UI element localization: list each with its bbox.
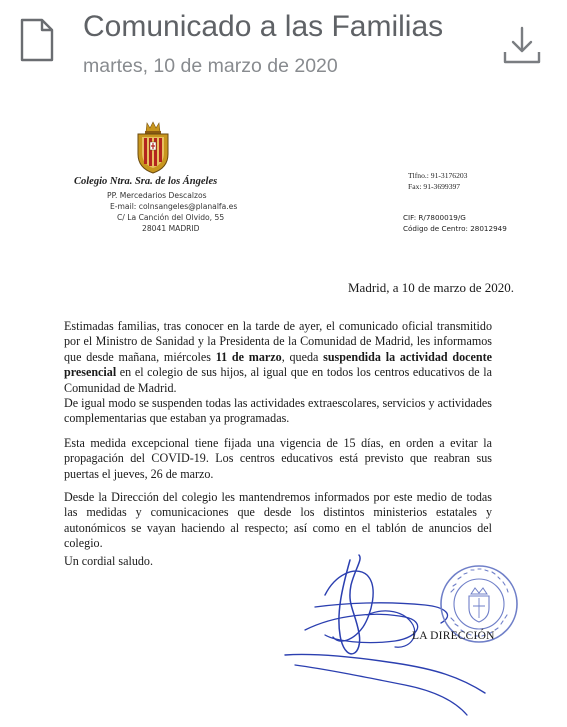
download-icon[interactable] <box>500 22 544 66</box>
school-street: C/ La Canción del Olvido, 55 <box>117 213 225 222</box>
school-name: Colegio Ntra. Sra. de los Ángeles <box>74 176 218 187</box>
school-email: E-mail: colnsangeles@planalfa.es <box>110 202 238 211</box>
signature-label: LA DIRECCIÓN <box>412 630 495 642</box>
school-phone: Tlfno.: 91-3176203 <box>408 171 468 180</box>
highlight-date: 11 de marzo <box>215 349 282 364</box>
paragraph-3: Esta medida excepcional tiene fijada una vigencia de 15 días, en orden a evitar la propagación del COVID-19. Los centros educativos está previsto que reabran sus puertas el jueves, 26 de marzo. <box>64 436 492 481</box>
document-title: Comunicado a las Familias <box>83 10 444 43</box>
paragraph-2: De igual modo se suspenden todas las actividades extraescolares, servicios y actividades complementarias que estaban ya programadas. <box>64 396 492 426</box>
app-header <box>0 0 567 95</box>
school-city: 28041 MADRID <box>142 224 200 233</box>
school-fax: Fax: 91-3699397 <box>408 182 461 191</box>
paragraph-4: Desde la Dirección del colegio les mantendremos informados por este medio de todas las medidas y comunicaciones que desde los distintos ministerios estatales y autonómicos se vayan haciendo al respecto; así como en el tablón de anuncios del colegio. <box>64 490 492 551</box>
school-center-code: Código de Centro: 28012949 <box>403 224 507 233</box>
crest-icon <box>133 120 173 174</box>
document-icon <box>20 18 54 62</box>
highlight-suspension: suspendida la actividad docente presencial <box>64 349 492 380</box>
school-cif: CIF: R/7800019/G <box>403 213 466 222</box>
order-name: PP. Mercedarios Descalzos <box>107 191 207 200</box>
paragraph-1: Estimadas familias, tras conocer en la tarde de ayer, el comunicado oficial transmitido por el Ministro de Sanidad y la Presidenta de la Comunidad de Madrid, les informamos que desde mañana, miércoles 11 de marzo, queda suspendida la actividad docente presencial en el colegio de sus hijos, al igual que en todos los centros educativos de la Comunidad de Madrid. <box>64 319 492 395</box>
letter-date: Madrid, a 10 de marzo de 2020. <box>348 280 515 295</box>
closing-text: Un cordial saludo. <box>64 554 154 568</box>
document-date: martes, 10 de marzo de 2020 <box>83 55 338 77</box>
